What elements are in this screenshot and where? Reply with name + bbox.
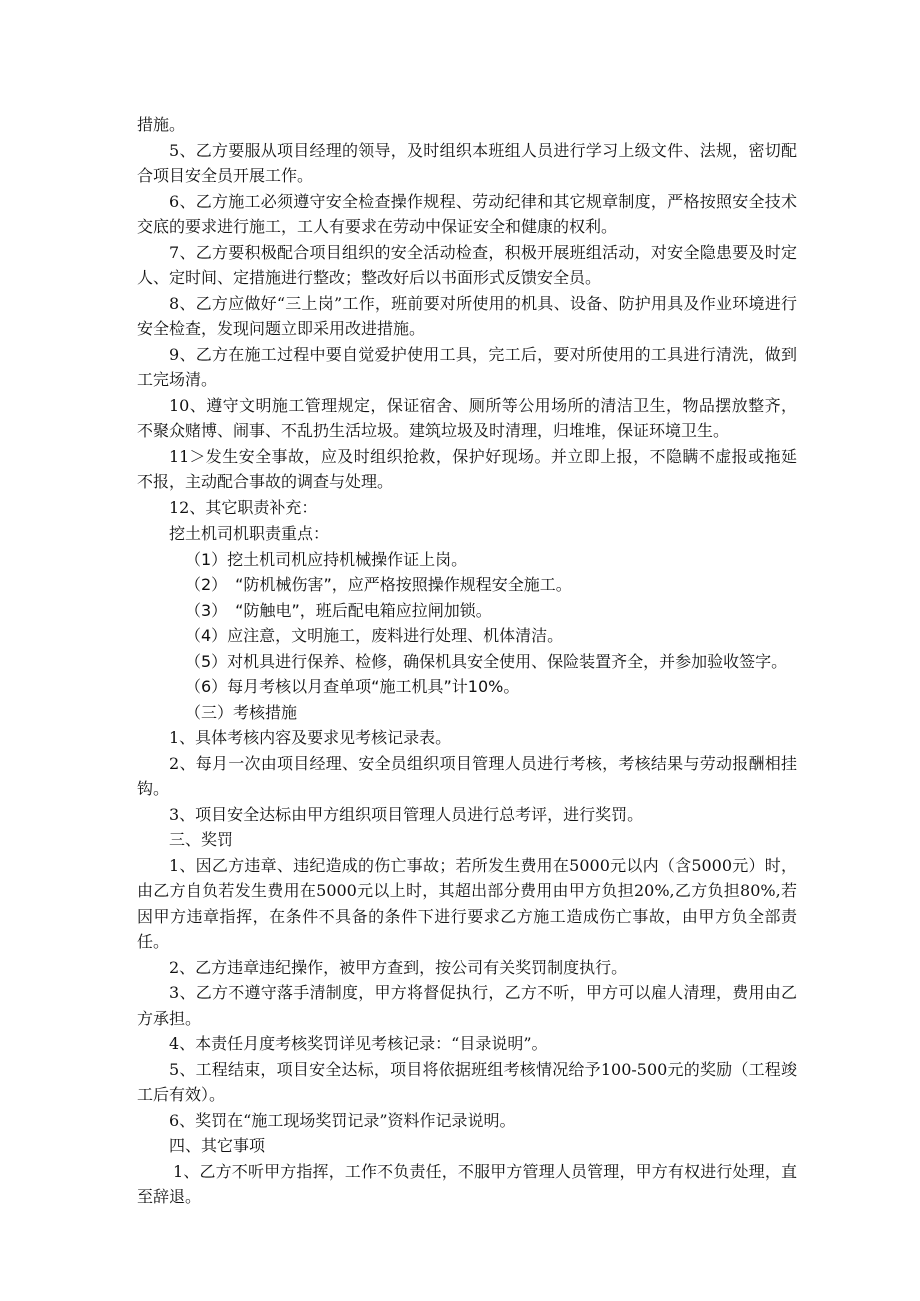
paragraph: 10、遵守文明施工管理规定，保证宿舍、厕所等公用场所的清洁卫生，物品摆放整齐，不聚众赌博、闹事、不乱扔生活垃圾。建筑垃圾及时清理，归堆堆，保证环境卫生。 — [137, 395, 797, 440]
paragraph: 6、乙方施工必须遵守安全检查操作规程、劳动纪律和其它规章制度，严格按照安全技术交底的要求进行施工，工人有要求在劳动中保证安全和健康的权利。 — [137, 191, 797, 236]
assessment-item: 2、每月一次由项目经理、安全员组织项目管理人员进行考核，考核结果与劳动报酬相挂钩。 — [137, 753, 797, 798]
section-heading: （三）考核措施 — [185, 702, 298, 722]
document-body — [137, 112, 797, 1210]
reward-item: 6、奖罚在“施工现场奖罚记录”资料作记录说明。 — [169, 1110, 516, 1130]
assessment-item: 3、项目安全达标由甲方组织项目管理人员进行总考评，进行奖罚。 — [169, 804, 644, 824]
operator-duty-item: （2） “防机械伤害”，应严格按照操作规程安全施工。 — [185, 575, 572, 594]
operator-duty-item: （5）对机具进行保养、检修，确保机具安全使用、保险装置齐全，并参加验收签字。 — [185, 651, 788, 671]
section-heading: 四、其它事项 — [169, 1136, 266, 1155]
reward-item: 5、工程结束，项目安全达标，项目将依据班组考核情况给予100-500元的奖励（工程竣工后有效）。 — [137, 1059, 797, 1104]
paragraph: 9、乙方在施工过程中要自觉爱护使用工具，完工后，要对所使用的工具进行清洗，做到工完场清。 — [137, 344, 797, 389]
paragraph: 12、其它职责补充： — [169, 497, 318, 517]
operator-section-title: 挖土机司机职责重点： — [169, 524, 330, 543]
reward-item: 1、因乙方违章、违纪造成的伤亡事故；若所发生费用在5000元以内（含5000元）时，由乙方自负若发生费用在5000元以上时，其超出部分费用由甲方负担20%,乙方负担80%,若因甲方违章指挥，在条件不具备的条件下进行要求乙方施工造成伤亡事故，由甲方负全部责任。 — [137, 855, 797, 951]
reward-item: 4、本责任月度考核奖罚详见考核记录：“目录说明”。 — [169, 1034, 548, 1053]
operator-duty-item: （3） “防触电”，班后配电箱应拉闸加锁。 — [185, 600, 492, 620]
paragraph: 措施。 — [137, 115, 186, 134]
reward-item: 3、乙方不遵守落手清制度，甲方将督促执行，乙方不听，甲方可以雇人清理，费用由乙方承担。 — [137, 983, 797, 1028]
other-item: 1、乙方不听甲方指挥，工作不负责任，不服甲方管理人员管理，甲方有权进行处理，直至辞退。 — [137, 1161, 797, 1206]
reward-item: 2、乙方违章违纪操作，被甲方查到，按公司有关奖罚制度执行。 — [169, 957, 628, 977]
paragraph: 5、乙方要服从项目经理的领导，及时组织本班组人员进行学习上级文件、法规，密切配合项目安全员开展工作。 — [137, 140, 797, 185]
paragraph: 7、乙方要积极配合项目组织的安全活动检查，积极开展班组活动，对安全隐患要及时定人、定时间、定措施进行整改；整改好后以书面形式反馈安全员。 — [137, 242, 797, 287]
operator-duty-item: （4）应注意，文明施工，废料进行处理、机体清洁。 — [185, 626, 564, 645]
paragraph: 11＞发生安全事故，应及时组织抢救，保护好现场。并立即上报，不隐瞒不虚报或拖延不报，主动配合事故的调查与处理。 — [137, 446, 797, 491]
paragraph: 8、乙方应做好“三上岗”工作，班前要对所使用的机具、设备、防护用具及作业环境进行安全检查，发现问题立即采用改进措施。 — [137, 293, 797, 338]
operator-duty-item: （1）挖土机司机应持机械操作证上岗。 — [185, 549, 468, 569]
operator-duty-item: （6）每月考核以月查单项“施工机具”计10%。 — [185, 677, 520, 696]
assessment-item: 1、具体考核内容及要求见考核记录表。 — [169, 728, 452, 747]
section-heading: 三、奖罚 — [169, 830, 234, 849]
